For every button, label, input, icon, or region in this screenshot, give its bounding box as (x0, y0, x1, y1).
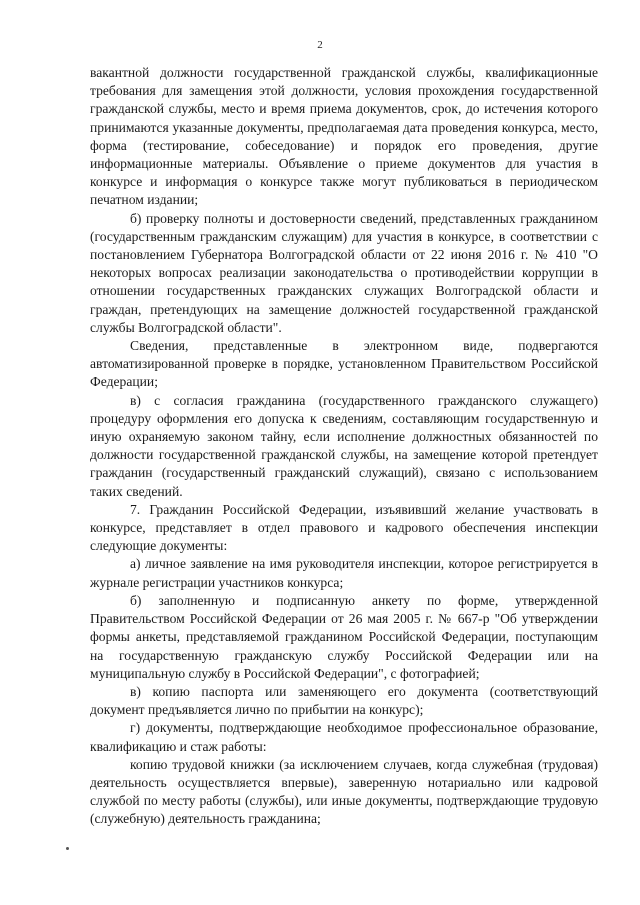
page-number: 2 (317, 39, 323, 51)
scan-speck-mark (66, 847, 69, 850)
document-body (90, 64, 598, 829)
paragraph-clause-7: 7. Гражданин Российской Федерации, изъявивший желание участвовать в конкурсе, представляет в отдел правового и кадрового обеспечения инспекции следующие документы: (90, 501, 598, 554)
paragraph-item-b-questionnaire: б) заполненную и подписанную анкету по форме, утвержденной Правительством Российской Федерации от 26 мая 2005 г. № 667-р "Об утверждении формы анкеты, представляемой гражданином Российской Федерации, поступающим на государственную гражданскую службу Российской Федерации или на муниципальную службу в Российской Федерации", с фотографией; (90, 592, 598, 681)
paragraph-electronic-check: Сведения, представленные в электронном виде, подвергаются автоматизированной проверке в порядке, установленном Правительством Российской Федерации; (90, 338, 598, 390)
paragraph-continuation: вакантной должности государственной гражданской службы, квалификационные требования для замещения этой должности, условия прохождения государственной гражданской службы, место и время приема документов, срок, до истечения которого принимаются указанные документы, предполагаемая дата проведения конкурса, место, форма (тестирование, собеседование) и порядок его проведения, другие информационные материалы. Объявление о приеме документов для участия в конкурсе и информация о конкурсе также могут публиковаться в периодическом печатном издании; (90, 65, 598, 208)
paragraph-item-a: а) личное заявление на имя руководителя инспекции, которое регистрируется в журнале регистрации участников конкурса; (90, 556, 598, 590)
paragraph-item-v: в) с согласия гражданина (государственного гражданского служащего) процедуру оформления его допуска к сведениям, составляющим государственную и иную охраняемую законом тайну, если исполнение должностных обязанностей по должности государственной гражданской службы, на замещение которой претендует гражданин (государственный гражданский служащий), связано с использованием таких сведений. (90, 392, 598, 499)
paragraph-work-book: копию трудовой книжки (за исключением случаев, когда служебная (трудовая) деятельность осуществляется впервые), заверенную нотариально или кадровой службой по месту работы (службы), или иные документы, подтверждающие трудовую (служебную) деятельность гражданина; (90, 756, 598, 827)
paragraph-item-v-passport: в) копию паспорта или заменяющего его документа (соответствующий документ предъявляется лично по прибытии на конкурс); (90, 683, 598, 718)
paragraph-item-b: б) проверку полноты и достоверности сведений, представленных гражданином (государственным гражданским служащим) для участия в конкурсе, в соответствии с постановлением Губернатора Волгоградской области от 22 июня 2016 г. № 410 "О некоторых вопросах реализации законодательства о противодействии коррупции в отношении государственных гражданских служащих Волгоградской области и граждан, претендующих на замещение должностей государственной гражданской службы Волгоградской области". (90, 210, 598, 335)
paragraph-item-g: г) документы, подтверждающие необходимое профессиональное образование, квалификацию и стаж работы: (90, 720, 598, 754)
